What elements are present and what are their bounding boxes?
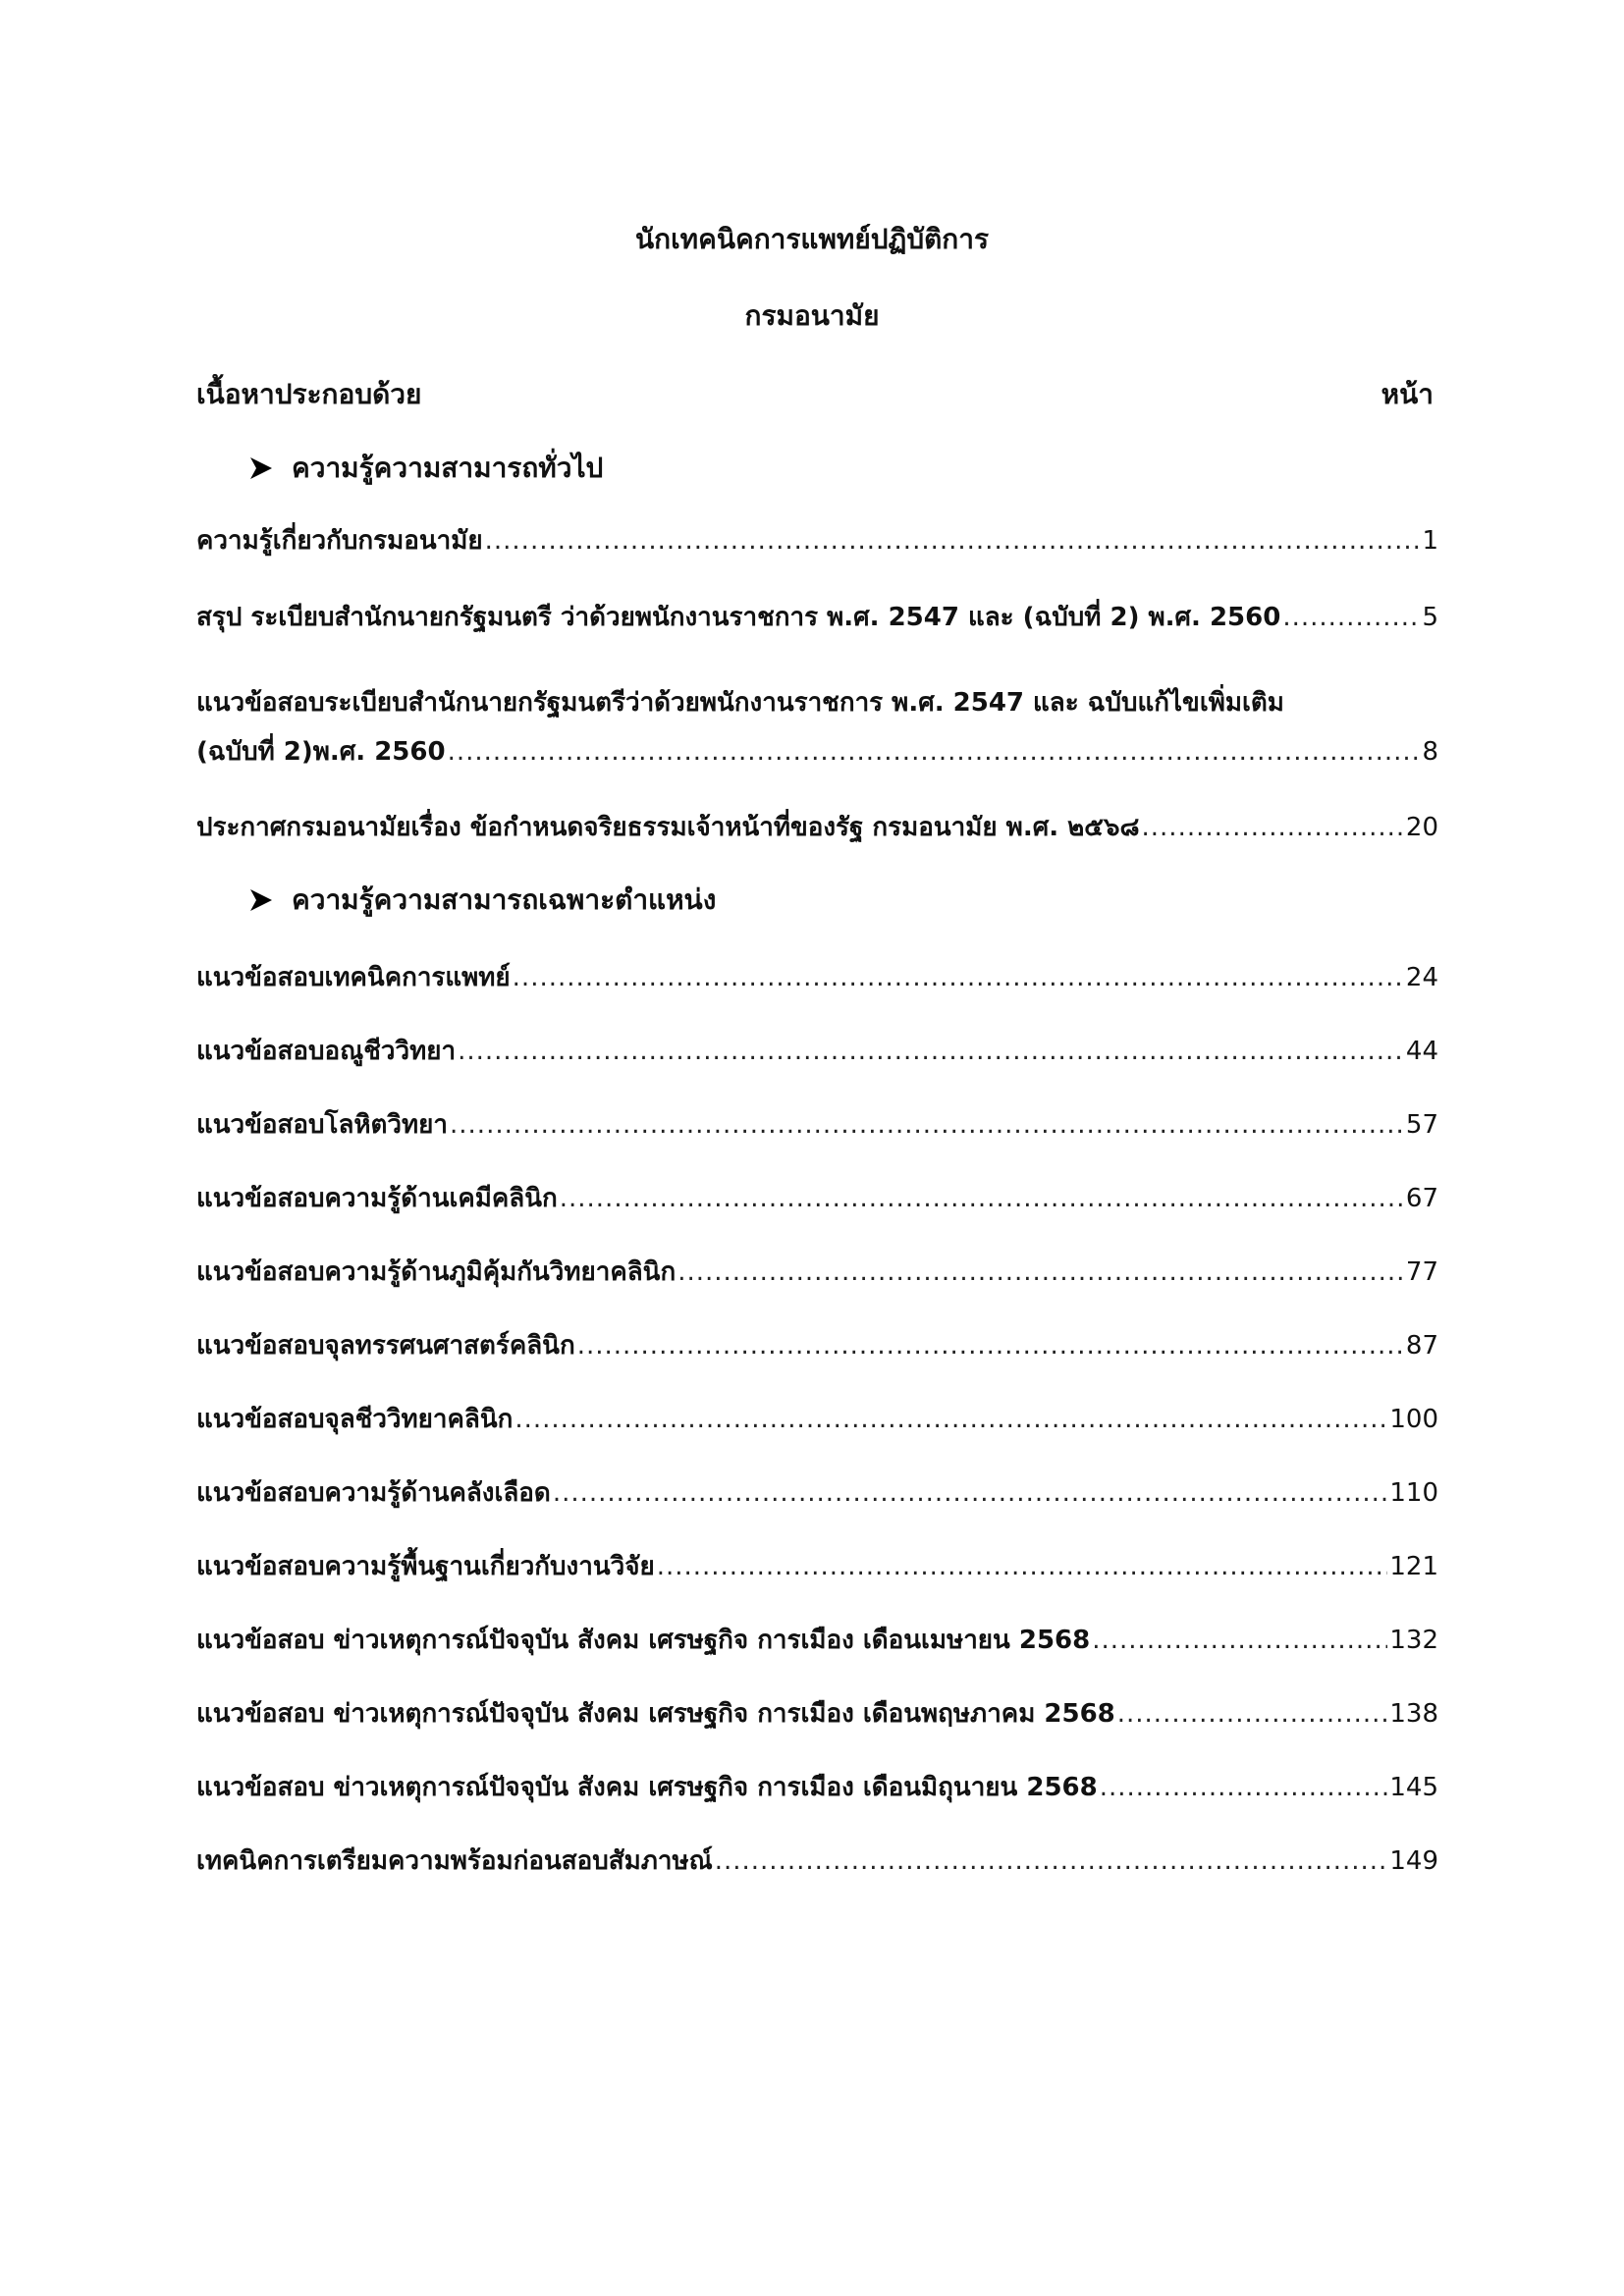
toc-entry-page: 1 bbox=[1422, 526, 1438, 556]
dot-leader bbox=[553, 1478, 1388, 1508]
toc-entry-label: แนวข้อสอบอณูชีววิทยา bbox=[196, 1037, 457, 1066]
dot-leader bbox=[450, 1110, 1404, 1140]
toc-entry-label: แนวข้อสอบ ข่าวเหตุการณ์ปัจจุบัน สังคม เศรษฐกิจ การเมือง เดือนเมษายน 2568 bbox=[196, 1626, 1091, 1655]
document-title: นักเทคนิคการแพทย์ปฏิบัติการ bbox=[634, 223, 990, 255]
toc-entry[interactable] bbox=[196, 520, 1438, 561]
toc-entry[interactable] bbox=[196, 957, 1438, 997]
toc-entry-page: 87 bbox=[1405, 1331, 1438, 1361]
dot-leader bbox=[1142, 813, 1404, 842]
toc-entry-label: ความรู้เกี่ยวกับกรมอนามัย bbox=[196, 526, 483, 556]
toc-entry-page: 110 bbox=[1389, 1478, 1438, 1508]
toc-entry-page: 138 bbox=[1389, 1699, 1438, 1729]
arrow-right-icon bbox=[248, 887, 274, 913]
dot-leader bbox=[560, 1184, 1404, 1213]
dot-leader bbox=[577, 1331, 1404, 1361]
toc-entry[interactable] bbox=[196, 1252, 1438, 1292]
toc-entry[interactable] bbox=[196, 1767, 1438, 1807]
toc-entry-label: สรุป ระเบียบสำนักนายกรัฐมนตรี ว่าด้วยพนักงานราชการ พ.ศ. 2547 และ (ฉบับที่ 2) พ.ศ. 2560 bbox=[196, 603, 1281, 632]
section-heading-general bbox=[248, 447, 603, 490]
toc-entry-page: 77 bbox=[1405, 1257, 1438, 1287]
toc-entry-page: 145 bbox=[1389, 1773, 1438, 1802]
toc-entry-label: (ฉบับที่ 2)พ.ศ. 2560 bbox=[196, 737, 446, 767]
dot-leader bbox=[513, 963, 1404, 992]
toc-entry-page: 149 bbox=[1389, 1846, 1438, 1876]
toc-entry-label: ประกาศกรมอนามัยเรื่อง ข้อกำหนดจริยธรรมเจ้าหน้าที่ของรัฐ กรมอนามัย พ.ศ. ๒๕๖๘ bbox=[196, 813, 1140, 842]
toc-entry-page: 57 bbox=[1405, 1110, 1438, 1140]
arrow-right-icon bbox=[248, 455, 274, 481]
dot-leader bbox=[485, 526, 1421, 556]
page-column-label: หน้า bbox=[1380, 378, 1434, 410]
dot-leader bbox=[715, 1846, 1388, 1876]
toc-entry[interactable] bbox=[196, 807, 1438, 847]
toc-entry-label: แนวข้อสอบเทคนิคการแพทย์ bbox=[196, 963, 511, 992]
toc-entry-label: แนวข้อสอบความรู้พื้นฐานเกี่ยวกับงานวิจัย bbox=[196, 1552, 655, 1581]
dot-leader bbox=[1282, 603, 1420, 632]
dot-leader bbox=[1100, 1773, 1388, 1802]
toc-entry-label: แนวข้อสอบความรู้ด้านเคมีคลินิก bbox=[196, 1184, 558, 1213]
toc-entry[interactable] bbox=[196, 597, 1438, 637]
toc-entry-label: แนวข้อสอบ ข่าวเหตุการณ์ปัจจุบัน สังคม เศรษฐกิจ การเมือง เดือนพฤษภาคม 2568 bbox=[196, 1699, 1115, 1729]
dot-leader bbox=[458, 1037, 1404, 1066]
section-heading-label: ความรู้ความสามารถเฉพาะตำแหน่ง bbox=[292, 883, 717, 916]
toc-entry-label: เทคนิคการเตรียมความพร้อมก่อนสอบสัมภาษณ์ bbox=[196, 1846, 713, 1876]
toc-entry[interactable] bbox=[196, 1693, 1438, 1734]
toc-entry[interactable] bbox=[196, 1325, 1438, 1365]
dot-leader bbox=[448, 737, 1421, 767]
toc-entry-label: แนวข้อสอบโลหิตวิทยา bbox=[196, 1110, 449, 1140]
toc-entry[interactable] bbox=[196, 1399, 1438, 1439]
toc-entry[interactable] bbox=[196, 1104, 1438, 1145]
toc-entry[interactable] bbox=[196, 1546, 1438, 1586]
toc-entry-page: 67 bbox=[1405, 1184, 1438, 1213]
contents-header bbox=[196, 373, 1434, 416]
toc-entry-page: 132 bbox=[1389, 1626, 1438, 1655]
toc-entry-page: 20 bbox=[1405, 813, 1438, 842]
toc-entry-label: แนวข้อสอบจุลชีววิทยาคลินิก bbox=[196, 1405, 514, 1434]
dot-leader bbox=[1117, 1699, 1388, 1729]
section-heading-label: ความรู้ความสามารถทั่วไป bbox=[292, 452, 604, 484]
toc-entry-label: แนวข้อสอบความรู้ด้านภูมิคุ้มกันวิทยาคลินิก bbox=[196, 1257, 677, 1287]
toc-entry-page: 8 bbox=[1422, 737, 1438, 767]
toc-entry[interactable] bbox=[196, 1841, 1438, 1881]
toc-entry[interactable] bbox=[196, 1031, 1438, 1071]
toc-entry-label: แนวข้อสอบจุลทรรศนศาสตร์คลินิก bbox=[196, 1331, 575, 1361]
dot-leader bbox=[657, 1552, 1388, 1581]
dot-leader bbox=[1092, 1626, 1387, 1655]
toc-entry-page: 24 bbox=[1405, 963, 1438, 992]
section-heading-specific bbox=[248, 879, 716, 922]
toc-entry-page: 5 bbox=[1422, 603, 1438, 632]
dot-leader bbox=[514, 1405, 1387, 1434]
toc-entry[interactable] bbox=[196, 1620, 1438, 1660]
toc-entry-page: 100 bbox=[1389, 1405, 1438, 1434]
toc-entry[interactable] bbox=[196, 1178, 1438, 1218]
document-subtitle: กรมอนามัย bbox=[744, 299, 880, 332]
toc-entry-label: แนวข้อสอบ ข่าวเหตุการณ์ปัจจุบัน สังคม เศรษฐกิจ การเมือง เดือนมิถุนายน 2568 bbox=[196, 1773, 1098, 1802]
toc-entry-label: แนวข้อสอบความรู้ด้านคลังเลือด bbox=[196, 1478, 551, 1508]
toc-entry-page: 44 bbox=[1405, 1037, 1438, 1066]
toc-entry-label-line1: แนวข้อสอบระเบียบสำนักนายกรัฐมนตรีว่าด้วยพนักงานราชการ พ.ศ. 2547 และ ฉบับแก้ไขเพิ่มเติม bbox=[196, 688, 1284, 718]
toc-entry[interactable] bbox=[196, 688, 1438, 772]
dot-leader bbox=[677, 1257, 1404, 1287]
contents-label: เนื้อหาประกอบด้วย bbox=[196, 378, 422, 410]
toc-entry-page: 121 bbox=[1389, 1552, 1438, 1581]
toc-entry[interactable] bbox=[196, 1472, 1438, 1513]
